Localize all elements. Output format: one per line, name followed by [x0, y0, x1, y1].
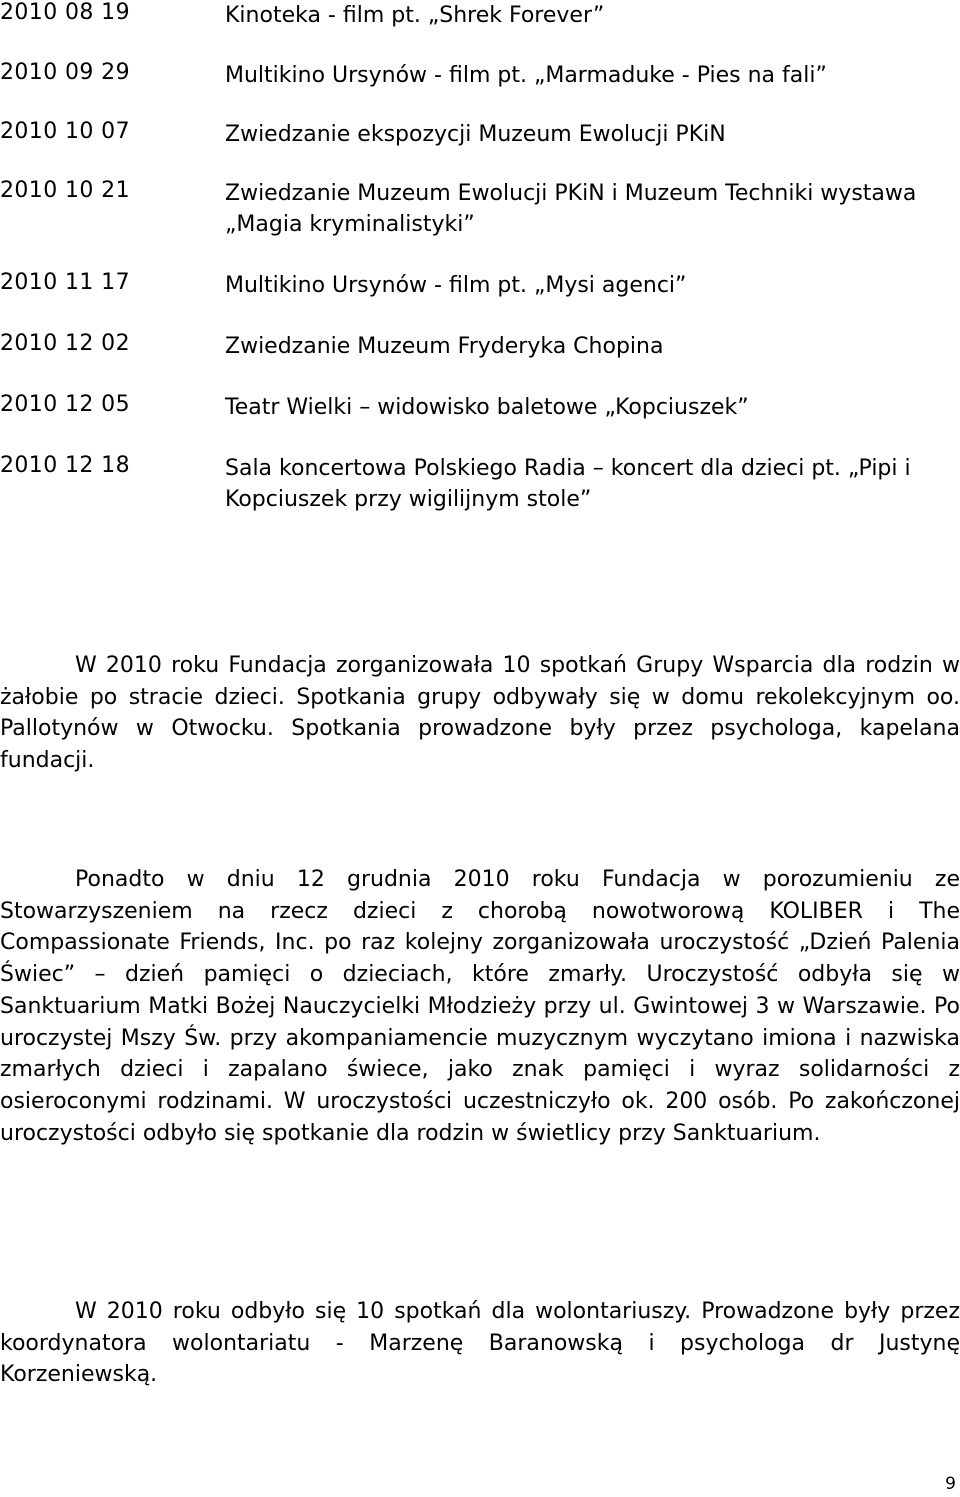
event-description: Kinoteka - film pt. „Shrek Forever” [225, 3, 605, 28]
event-description: Teatr Wielki – widowisko baletowe „Kopciuszek” [225, 395, 749, 420]
event-description: Zwiedzanie Muzeum Ewolucji PKiN i Muzeum Techniki wystawa „Magia kryminalistyki” [225, 181, 917, 237]
paragraph-candles-day: Ponadto w dniu 12 grudnia 2010 roku Fundacja w porozumieniu ze Stowarzyszeniem na rzecz dzieci z chorobą nowotworową KOLIBER i The Compassionate Friends, Inc. po raz kolejny zorganizowała uroczystość „Dzień Palenia Świec” – dzień pamięci o dzieciach, które zmarły. Uroczystość odbyła się w Sanktuarium Matki Bożej Nauczycielki Młodzieży przy ul. Gwintowej 3 w Warszawie. Po uroczystej Mszy Św. przy akompaniamencie muzycznym wyczytano imiona i nazwiska zmarłych dzieci i zapalano świece, jako znak pamięci i wyraz solidarności z osieroconymi rodzinami. W uroczystości uczestniczyło ok. 200 osób. Po zakończonej uroczystości odbyło się spotkanie dla rodzin w świetlicy przy Sanktuarium. [0, 867, 960, 1146]
event-date: 2010 09 29 [0, 60, 130, 85]
event-description: Multikino Ursynów - film pt. „Mysi agenci” [225, 273, 687, 298]
paragraph-volunteers: W 2010 roku odbyło się 10 spotkań dla wolontariuszy. Prowadzone były przez koordynatora wolontariatu - Marzenę Baranowską i psychologa dr Justynę Korzeniewską. [0, 1299, 960, 1388]
paragraph-support-group: W 2010 roku Fundacja zorganizowała 10 spotkań Grupy Wsparcia dla rodzin w żałobie po stracie dzieci. Spotkania grupy odbywały się w domu rekolekcyjnym oo. Pallotynów w Otwocku. Spotkania prowadzone były przez psychologa, kapelana fundacji. [0, 653, 960, 774]
event-description: Multikino Ursynów - film pt. „Marmaduke - Pies na fali” [225, 63, 827, 88]
event-date: 2010 10 21 [0, 178, 130, 203]
event-date: 2010 12 05 [0, 392, 130, 417]
event-date: 2010 12 02 [0, 331, 130, 356]
event-description: Zwiedzanie Muzeum Fryderyka Chopina [225, 334, 664, 359]
event-date: 2010 11 17 [0, 270, 130, 295]
event-description: Zwiedzanie ekspozycji Muzeum Ewolucji PKiN [225, 122, 726, 147]
event-date: 2010 08 19 [0, 0, 130, 25]
event-date: 2010 12 18 [0, 453, 130, 478]
page-number: 9 [945, 1474, 956, 1494]
event-description: Sala koncertowa Polskiego Radia – koncert dla dzieci pt. „Pipi i Kopciuszek przy wigilijnym stole” [225, 456, 911, 512]
event-date: 2010 10 07 [0, 119, 130, 144]
